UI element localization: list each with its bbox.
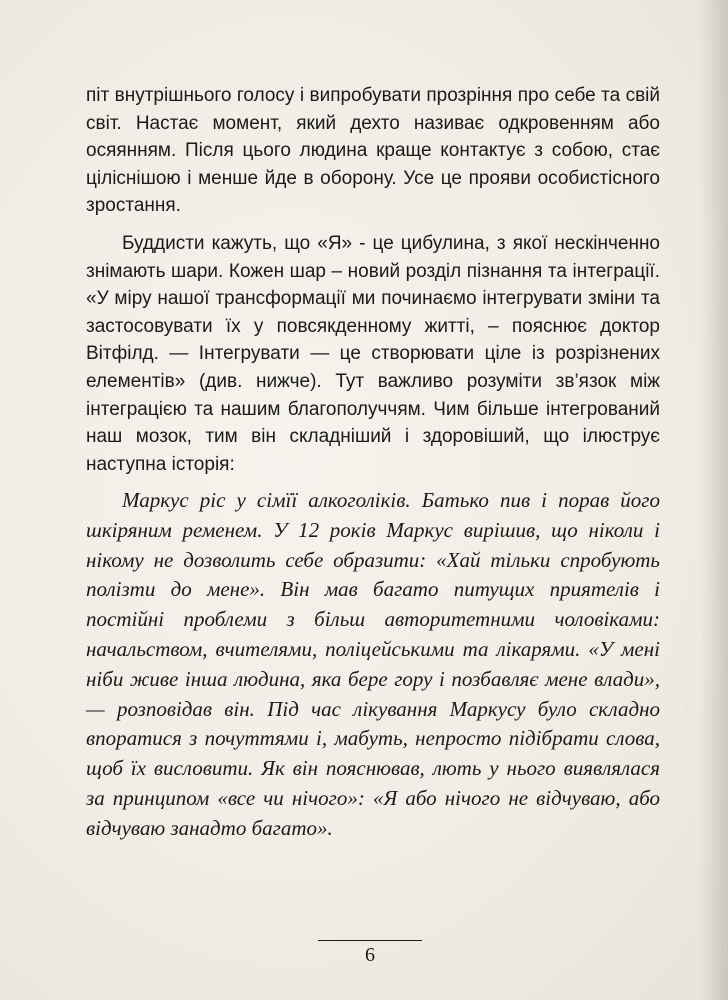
text-block-intro xyxy=(86,82,660,220)
page-edge-shadow xyxy=(700,0,728,1000)
case-story-block xyxy=(86,486,660,844)
footer-rule xyxy=(318,940,422,941)
paragraph-buddhists: Буддисти кажуть, що «Я» - це цибулина, з якої нескінченно знімають шари. Кожен шар – новий розділ пізнання та інтеграції. «У міру нашої трансформації ми починаємо інтегрувати зміни та застосовувати їх у повсякденному житті, – пояснює доктор Вітфілд. — Інтегрувати — це створювати ціле із розрізнених елементів» (див. нижче). Тут важливо розуміти зв’язок між інтеграцією та нашим благополуччям. Чим більше інтегрований наш мозок, тим він складніший і здоровіший, що ілюструє наступна історія: xyxy=(86,233,660,475)
text-block-buddhists xyxy=(86,230,660,478)
page-number: 6 xyxy=(365,944,375,966)
paragraph-continuation: піт внутрішнього голосу і випробувати прозріння про себе та свій світ. Настає момент, який дехто називає одкровенням або осяянням. Після цього людина краще контактує з собою, стає цілiснішою і менше йде в оборону. Усе це прояви особистісного зростання. xyxy=(86,85,660,217)
paragraph-case-story: Маркус ріс у сімїї алкоголіків. Батько пив і порав його шкіряним ременем. У 12 років Маркус вирішив, що ніколи і нікому не дозволить себе образити: «Хай тільки спробують полізти до мене». Він мав багато питущих приятелів і постійні проблеми з більш авторитетними чоловіками: начальством, вчителями, поліцейськими та лікарями. «У мені ніби живе інша людина, яка бере гору і позбавляє мене влади», — розповідав він. Під час лікування Маркусу було складно впоратися з почуттями і, мабуть, непросто підібрати слова, щоб їх висловити. Як він пояснював, лють у нього виявлялася за принципом «все чи нічого»: «Я або нічого не відчуваю, або відчуваю занадто багато». xyxy=(86,488,660,840)
